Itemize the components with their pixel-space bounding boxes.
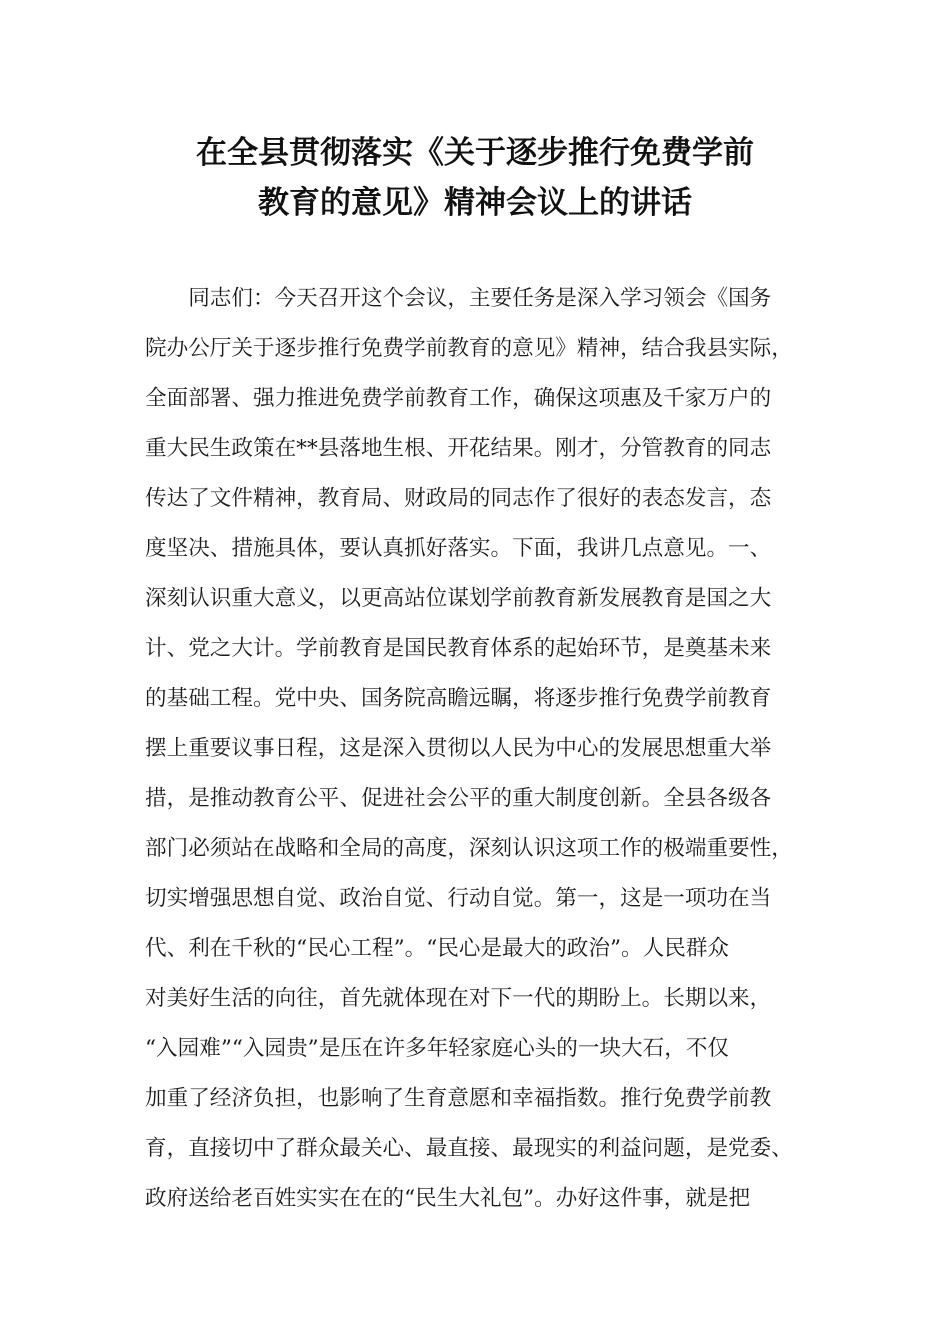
document-title-line-2: 教育的意见》精神会议上的讲话 (258, 185, 692, 221)
body-line: 政府送给老百姓实实在在的“民生大礼包”。办好这件事，就是把 (145, 1186, 751, 1211)
document-title-line-1: 在全县贯彻落实《关于逐步推行免费学前 (196, 135, 754, 171)
body-line: 院办公厅关于逐步推行免费学前教育的意见》精神，结合我县实际， (145, 336, 793, 361)
body-line: 全面部署、强力推进免费学前教育工作，确保这项惠及千家万户的 (145, 386, 772, 411)
body-line: 摆上重要议事日程，这是深入贯彻以人民为中心的发展思想重大举 (145, 736, 772, 761)
body-line: 同志们：今天召开这个会议，主要任务是深入学习领会《国务 (145, 286, 772, 311)
body-line: 育，直接切中了群众最关心、最直接、最现实的利益问题，是党委、 (145, 1136, 793, 1161)
body-line: 部门必须站在战略和全局的高度，深刻认识这项工作的极端重要性， (145, 836, 793, 861)
body-line: 度坚决、措施具体，要认真抓好落实。下面，我讲几点意见。一、 (145, 536, 772, 561)
body-line: 措，是推动教育公平、促进社会公平的重大制度创新。全县各级各 (145, 786, 772, 811)
body-line: 加重了经济负担，也影响了生育意愿和幸福指数。推行免费学前教 (145, 1086, 772, 1111)
body-line: “入园难”“入园贵”是压在许多年轻家庭心头的一块大石，不仅 (145, 1036, 730, 1061)
body-line: 重大民生政策在**县落地生根、开花结果。刚才，分管教育的同志 (145, 436, 772, 461)
body-line: 的基础工程。党中央、国务院高瞻远瞩，将逐步推行免费学前教育 (145, 686, 772, 711)
body-line: 代、利在千秋的“民心工程”。“民心是最大的政治”。人民群众 (145, 936, 730, 961)
body-line: 深刻认识重大意义，以更高站位谋划学前教育新发展教育是国之大 (145, 586, 772, 611)
body-line: 对美好生活的向往，首先就体现在对下一代的期盼上。长期以来， (145, 986, 772, 1011)
body-line: 切实增强思想自觉、政治自觉、行动自觉。第一，这是一项功在当 (145, 886, 772, 911)
body-line: 传达了文件精神，教育局、财政局的同志作了很好的表态发言，态 (145, 486, 772, 511)
body-line: 计、党之大计。学前教育是国民教育体系的起始环节，是奠基未来 (145, 636, 772, 661)
